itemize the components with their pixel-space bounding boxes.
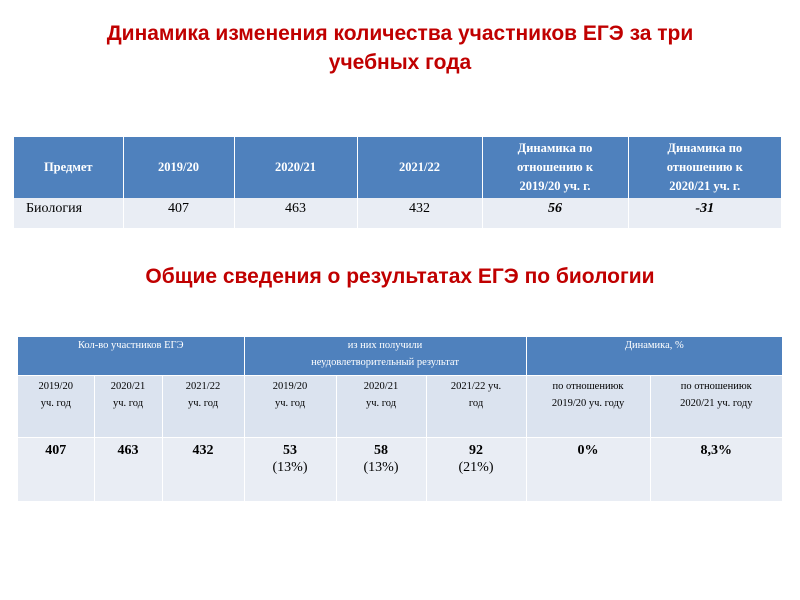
header-dynamics-vs-2020-21 <box>628 137 781 198</box>
header-subject: Предмет <box>14 137 123 198</box>
cell-percent: (13%) <box>363 459 399 475</box>
group-header-dynamics: Динамика, % <box>526 337 782 375</box>
cell-unsatisfactory-2020-21 <box>336 437 426 501</box>
header-text: по отношениюк <box>680 380 752 392</box>
cell-2019-20: 407 <box>123 198 234 228</box>
cell-percent: (21%) <box>458 459 494 475</box>
subheader-participants-2019-20 <box>18 375 94 437</box>
header-text: из них получили <box>347 340 423 351</box>
header-text: Динамика по <box>517 141 593 155</box>
title-line-2: учебных года <box>328 51 472 74</box>
cell-dynamics-vs-2020-21: -31 <box>628 198 781 228</box>
exam-results-table <box>18 337 782 501</box>
cell-unsatisfactory-2019-20 <box>244 437 336 501</box>
table-group-header-row <box>18 337 782 375</box>
subheader-unsatisfactory-2021-22 <box>426 375 526 437</box>
cell-dynamics-vs-2020-21: 8,3% <box>650 437 782 501</box>
cell-dynamics-vs-2019-20: 0% <box>526 437 650 501</box>
cell-count: 53 <box>283 442 298 458</box>
cell-participants-2019-20: 407 <box>18 437 94 501</box>
cell-2020-21: 463 <box>234 198 357 228</box>
subheader-unsatisfactory-2019-20 <box>244 375 336 437</box>
header-text: 2019/20 уч. году <box>551 397 625 409</box>
header-2019-20: 2019/20 <box>123 137 234 198</box>
header-text: 2019/20 <box>38 380 73 392</box>
header-text: Динамика по <box>667 141 743 155</box>
subheader-dynamics-vs-2019-20 <box>526 375 650 437</box>
cell-dynamics-vs-2019-20: 56 <box>482 198 628 228</box>
table-sub-header-row <box>18 375 782 437</box>
header-text: уч. год <box>365 397 397 409</box>
table-row <box>18 437 782 501</box>
subheader-participants-2021-22 <box>162 375 244 437</box>
header-text: уч. год <box>40 397 71 409</box>
cell-count: 58 <box>374 442 389 458</box>
cell-subject: Биология <box>14 198 123 228</box>
header-text: неудовлетворительный результат <box>311 357 459 368</box>
header-text: уч. год <box>112 397 144 409</box>
table-row <box>14 198 781 228</box>
cell-count: 92 <box>469 442 484 458</box>
cell-unsatisfactory-2021-22 <box>426 437 526 501</box>
header-2021-22: 2021/22 <box>357 137 482 198</box>
header-dynamics-vs-2019-20 <box>482 137 628 198</box>
participants-dynamics-table <box>14 137 781 228</box>
header-text: 2019/20 <box>272 380 308 392</box>
header-text: 2021/22 уч. <box>450 380 502 392</box>
cell-participants-2021-22: 432 <box>162 437 244 501</box>
header-2020-21: 2020/21 <box>234 137 357 198</box>
header-text: уч. год <box>187 397 219 409</box>
header-text: отношению к <box>516 160 594 174</box>
subheader-unsatisfactory-2020-21 <box>336 375 426 437</box>
header-text: по отношениюк <box>552 380 624 392</box>
header-text: 2021/22 <box>185 380 221 392</box>
page-title <box>40 19 760 77</box>
cell-percent: (13%) <box>272 459 308 475</box>
title-line-1: Динамика изменения количества участников ЕГЭ за три <box>106 22 694 45</box>
cell-participants-2020-21: 463 <box>94 437 162 501</box>
section-title: Общие сведения о результатах ЕГЭ по биологии <box>145 265 655 288</box>
header-text: 2020/21 <box>363 380 399 392</box>
cell-2021-22: 432 <box>357 198 482 228</box>
table-header-row <box>14 137 781 198</box>
header-text: 2020/21 уч. г. <box>669 179 741 193</box>
group-header-participants: Кол-во участников ЕГЭ <box>18 337 244 375</box>
header-text: 2019/20 уч. г. <box>519 179 591 193</box>
header-text: уч. год <box>274 397 306 409</box>
header-text: отношению к <box>666 160 743 174</box>
group-header-unsatisfactory <box>244 337 526 375</box>
header-text: 2020/21 уч. году <box>680 397 753 409</box>
subheader-dynamics-vs-2020-21 <box>650 375 782 437</box>
subheader-participants-2020-21 <box>94 375 162 437</box>
header-text: год <box>468 397 484 409</box>
header-text: 2020/21 <box>110 380 146 392</box>
